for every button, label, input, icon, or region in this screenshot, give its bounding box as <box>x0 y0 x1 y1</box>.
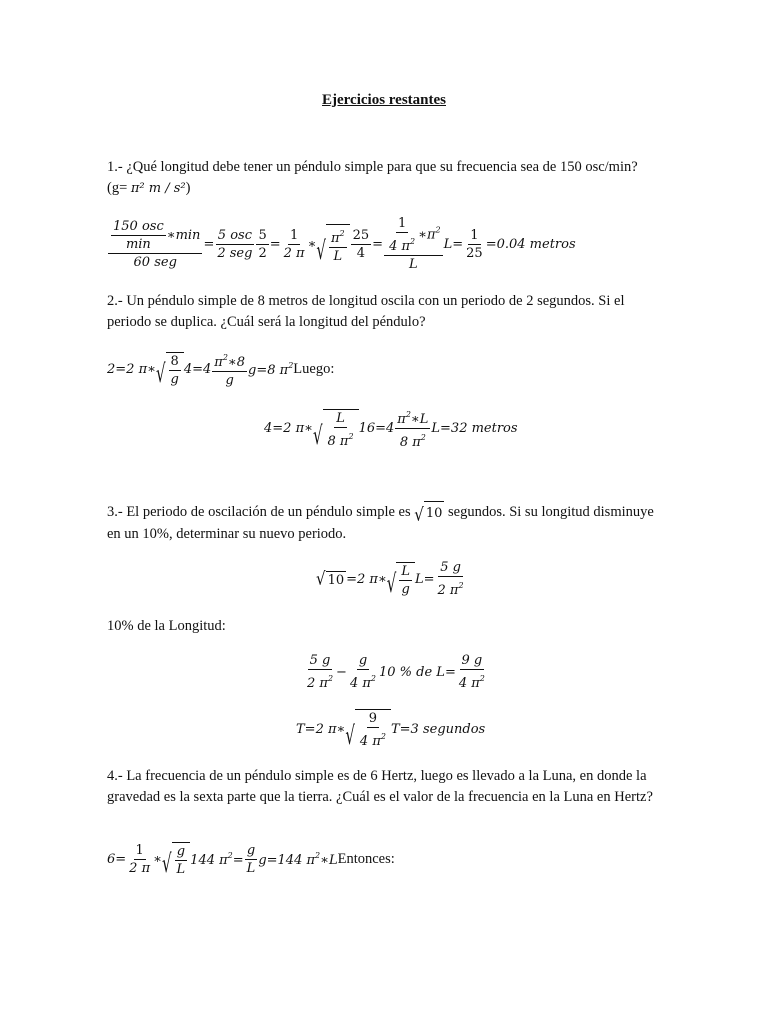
question-4-text: 4.- La frecuencia de un péndulo simple es de 6 Hertz, luego es llevado a la Luna, en donde la gravedad es la sexta parte que la tierra. ¿Cuál es el valor de la frecuencia en la Luna en Hertz? <box>107 768 653 805</box>
percent-label: 10% de la Longitud: <box>107 618 226 634</box>
question-1-given <box>107 178 667 199</box>
equation-4: √ 10 =2 π∗ √ $\frac{L}{g}$ L= $\frac{5 g}{2 \pi^2}$ <box>316 560 464 599</box>
eq3-result: 32 metros <box>450 421 518 436</box>
equation-1: $\frac{\text{150 osc}}{\min}$ ∗min 60 seg = $\frac{\text{5 osc}}{\text{2 seg}}$ $\frac{5}{2}$ = $\frac{1}{2 \pi}$ ∗ √ $\frac{\pi^2}{L}$ $\frac{25}{4}$ = $\frac{1}{4 \pi^2}$ $∗\pi^2$ L L= $\frac{1}{25}$ =0.04 metros <box>107 216 576 272</box>
given-value: π² m / s² <box>130 181 186 196</box>
given-prefix: (g= <box>107 180 131 196</box>
question-1-text: 1.- ¿Qué longitud debe tener un péndulo simple para que su frecuencia sea de 150 osc/min? <box>107 159 638 175</box>
luego-label: Luego: <box>293 360 335 377</box>
eq1-compound-fraction: $\frac{\text{150 osc}}{\min}$ ∗min 60 seg <box>108 219 202 270</box>
equation-6: T=2 π∗ √ $\frac{9}{4 \pi^2}$ T=3 segundos <box>296 711 486 751</box>
equation-5: $\frac{5 g}{2 \pi^2}$ − $\frac{g}{4 \pi^2}$ 10 % de L= $\frac{9 g}{4 \pi^2}$ <box>307 653 485 691</box>
entonces-label: Entonces: <box>337 851 395 867</box>
q3-text-before: 3.- El periodo de oscilación de un péndulo simple es <box>107 503 415 520</box>
page-title: Ejercicios restantes <box>322 92 446 108</box>
q3-text-after: segundos. Si su longitud disminuye en un 10%, determinar su nuevo periodo. <box>107 503 654 542</box>
equation-7: 6= $\frac{1}{2 \pi}$ ∗ √ $\frac{g}{L}$ 144 $\pi^2=$ $\frac{g}{L}$ g=144 $\pi^2∗L$ Entonces: <box>107 843 395 879</box>
given-suffix: ) <box>185 180 191 196</box>
eq1-result: 0.04 metros <box>496 236 576 252</box>
question-2-text: 2.- Un péndulo simple de 8 metros de longitud oscila con un periodo de 2 segundos. Si el periodo se duplica. ¿Cuál será la longitud del péndulo? <box>107 293 625 330</box>
eq6-result: 3 segundos <box>410 721 486 737</box>
question-1 <box>107 157 667 199</box>
equation-2: 2=2 π∗ √ $\frac{8}{g}$ 4=4 $\frac{\pi^2∗8}{g}$ g=8 $\pi^2$ Luego: <box>107 350 334 388</box>
equation-3: 4=2 π∗ √ $\frac{L}{8 \pi^2}$ 16=4 $\frac{\pi^2∗L}{8 \pi^2}$ L=32 metros <box>264 407 518 450</box>
q3-root: √ 10 <box>414 501 444 524</box>
